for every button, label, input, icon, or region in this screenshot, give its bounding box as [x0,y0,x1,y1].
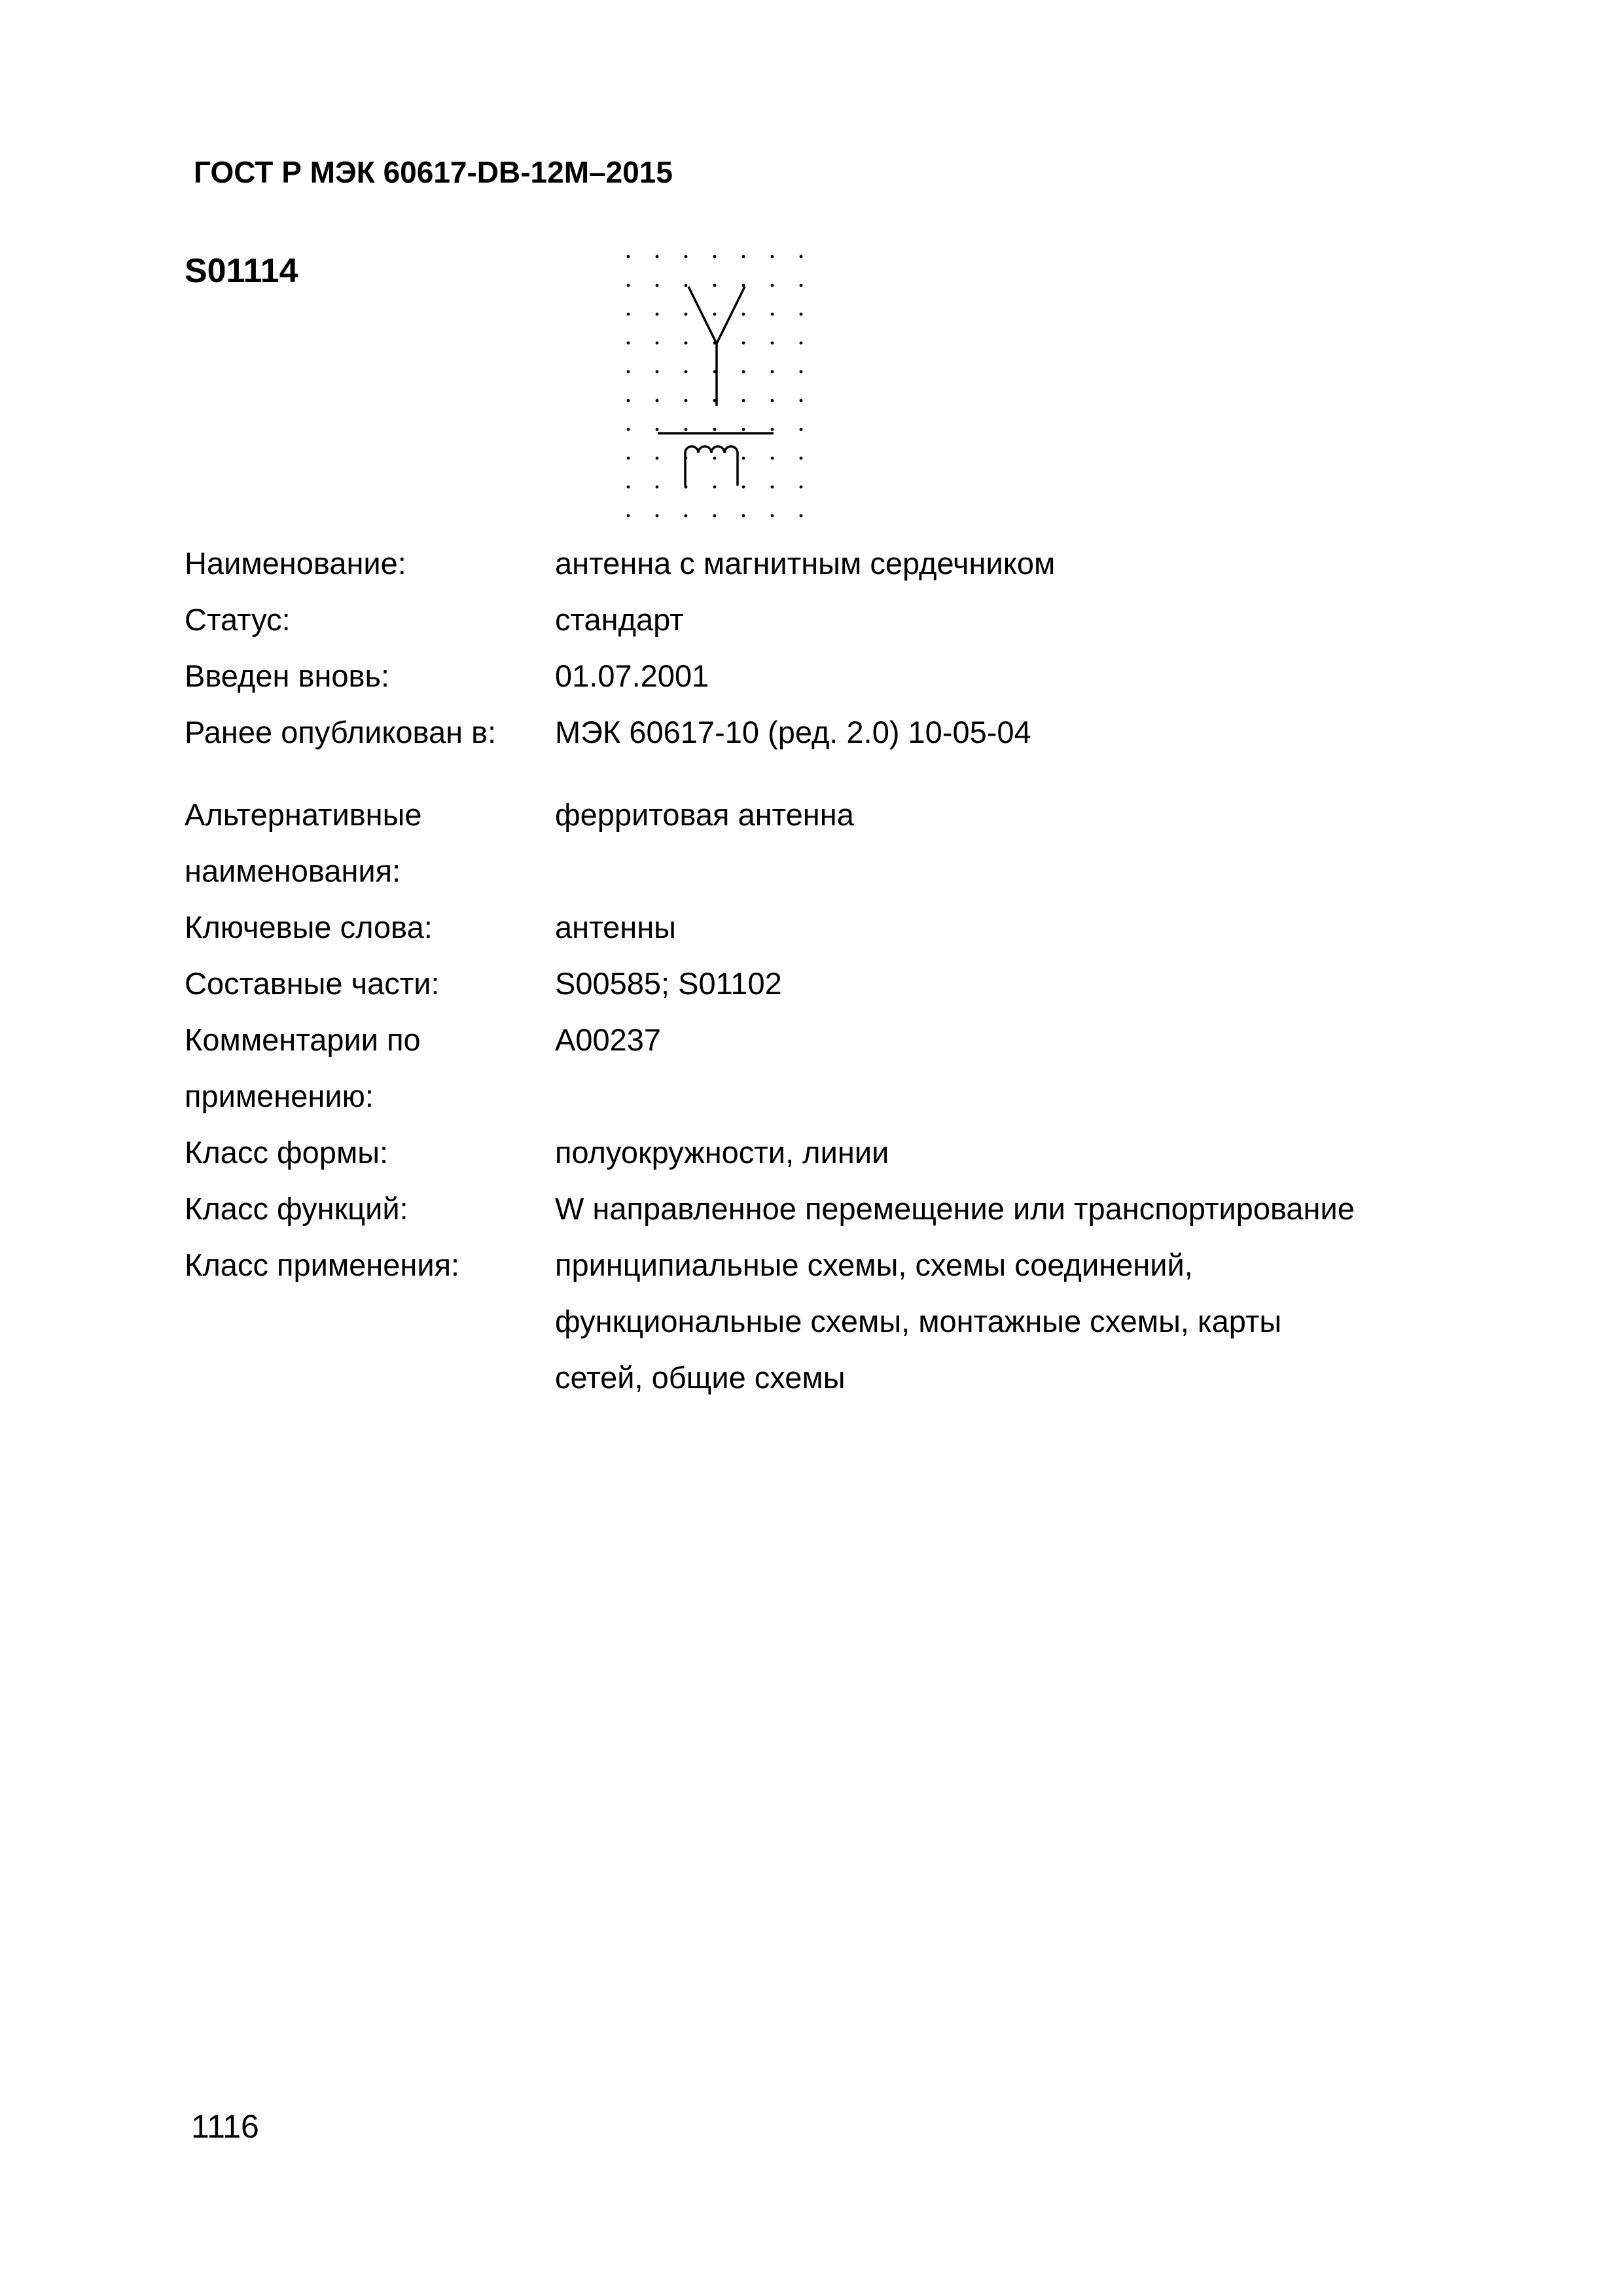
grid-dot [713,457,717,460]
grid-dot [800,486,803,489]
grid-dot [800,428,803,431]
grid-dot [685,284,688,287]
property-row-shape-class [185,1124,1493,1181]
property-value: ферритовая антенна [555,797,854,832]
grid-dot [627,284,630,287]
grid-dot [627,255,630,259]
grid-dot [742,255,745,259]
grid-dot [800,370,803,374]
property-row-name [185,535,1493,592]
property-value: A00237 [555,1022,662,1057]
grid-dot [742,399,745,403]
grid-dot [771,370,774,374]
grid-dot [656,255,659,259]
grid-dot [656,370,659,374]
grid-dot [685,342,688,345]
grid-dot [627,514,630,518]
property-value: МЭК 60617-10 (ред. 2.0) 10-05-04 [555,715,1031,749]
property-label: Статус: [185,602,291,637]
property-value: антенны [555,910,676,944]
property-row-alternative-names [185,787,1493,899]
grid-dot [656,284,659,287]
property-label: Класс формы: [185,1135,389,1170]
grid-dot [800,284,803,287]
grid-dot [627,457,630,460]
property-row-components [185,956,1493,1012]
grid-dot [713,514,717,518]
coil-icon [685,446,738,486]
property-row-function-class [185,1181,1493,1237]
property-row-previously-published [185,704,1493,761]
grid-dot [685,428,688,431]
grid-dot [800,457,803,460]
symbol-dot-grid [627,255,803,518]
property-row-introduced [185,648,1493,704]
grid-dot [742,514,745,518]
grid-dot [627,486,630,489]
grid-dot [771,399,774,403]
grid-dot [742,486,745,489]
property-value: антенна с магнитным сердечником [555,546,1056,581]
grid-dot [685,370,688,374]
grid-dot [771,428,774,431]
property-value: стандарт [555,602,684,637]
grid-dot [771,342,774,345]
property-label: Класс применения: [185,1247,460,1282]
property-row-keywords [185,899,1493,956]
grid-dot [800,342,803,345]
grid-dot [713,284,717,287]
symbol-properties [185,535,1493,1406]
grid-dot [627,370,630,374]
grid-dot [800,514,803,518]
grid-dot [627,428,630,431]
antenna-with-magnetic-core-symbol [622,249,818,530]
grid-dot [800,255,803,259]
grid-dot [656,514,659,518]
page-number: 1116 [191,2108,259,2145]
property-row-application-notes [185,1012,1493,1124]
grid-dot [800,399,803,403]
grid-dot [656,399,659,403]
grid-dot [800,313,803,316]
grid-dot [771,284,774,287]
grid-dot [685,399,688,403]
grid-dot [713,255,717,259]
grid-dot [713,486,717,489]
grid-dot [713,313,717,316]
property-value: 01.07.2001 [555,658,709,693]
grid-dot [771,313,774,316]
grid-dot [627,313,630,316]
grid-dot [656,313,659,316]
grid-dot [685,514,688,518]
grid-dot [742,342,745,345]
property-label: Альтернативные наименования: [185,797,422,888]
property-label: Наименование: [185,546,406,581]
property-value: полуокружности, линии [555,1135,889,1170]
grid-dot [742,313,745,316]
grid-dot [627,342,630,345]
grid-dot [742,370,745,374]
grid-dot [685,486,688,489]
grid-dot [685,313,688,316]
symbol-code: S01114 [185,252,298,290]
grid-dot [771,457,774,460]
property-value: принципиальные схемы, схемы соединений, функциональные схемы, монтажные схемы, карты сетей, общие схемы [555,1247,1282,1395]
property-value: S00585; S01102 [555,966,782,1001]
grid-dot [627,399,630,403]
grid-dot [742,457,745,460]
property-value: W направленное перемещение или транспортирование [555,1191,1355,1226]
property-row-status [185,592,1493,648]
antenna-icon [688,287,745,406]
grid-dot [656,428,659,431]
property-label: Составные части: [185,966,440,1001]
grid-dot [742,284,745,287]
property-row-application-class [185,1237,1493,1406]
grid-dot [656,486,659,489]
grid-dot [656,457,659,460]
property-label: Класс функций: [185,1191,408,1226]
document-header: ГОСТ Р МЭК 60617-DB-12M–2015 [194,155,673,189]
property-label: Введен вновь: [185,658,390,693]
property-label: Ключевые слова: [185,910,433,944]
grid-dot [771,486,774,489]
grid-dot [685,255,688,259]
grid-dot [771,255,774,259]
grid-dot [771,514,774,518]
grid-dot [742,428,745,431]
property-label: Комментарии по применению: [185,1022,421,1113]
grid-dot [656,342,659,345]
grid-dot [713,428,717,431]
property-label: Ранее опубликован в: [185,715,497,749]
